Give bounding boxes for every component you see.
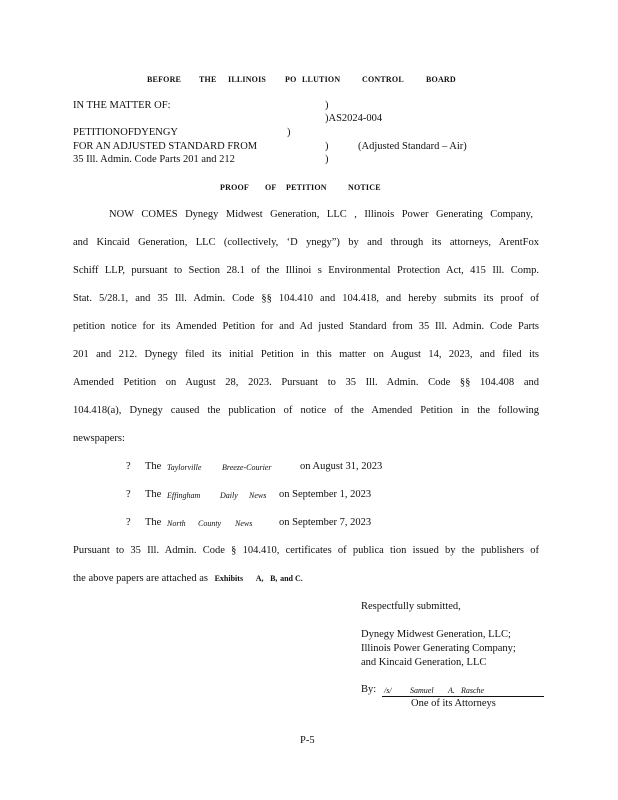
notice-the: The: [145, 461, 162, 472]
notice-date: on September 1, 2023: [279, 489, 372, 500]
newspaper-name: News: [249, 491, 267, 500]
body-line: Stat. 5/28.1, and 35 Ill. Admin. Code §§ 104.410 and 104.418, and hereby submits its proof of: [73, 293, 539, 304]
body-line: petition notice for its Amended Petition for and Ad justed Standard from 35 Ill. Admin. Code Parts: [73, 321, 539, 332]
body-line: 104.418(a), Dynegy caused the publication of notice of the Amended Petition in the following: [73, 405, 539, 416]
newspaper-name: Daily: [220, 491, 238, 500]
page-number: P-5: [300, 735, 315, 746]
signature-line: [382, 696, 544, 697]
header-word: BEFORE: [147, 75, 182, 84]
newspaper-name: News: [235, 519, 253, 528]
title-word: PROOF: [220, 183, 249, 192]
title-word: PETITION: [286, 183, 327, 192]
attorney-role: One of its Attorneys: [411, 698, 496, 709]
body-last-line: newspapers:: [73, 433, 125, 444]
header-word: PO: [285, 75, 297, 84]
exhibit-a: A,: [255, 574, 264, 583]
notice-the: The: [145, 517, 162, 528]
bullet-marker: ?: [126, 517, 131, 528]
newspaper-name: Breeze-Courier: [222, 463, 272, 472]
caption-paren: ): [325, 154, 329, 165]
firm-line: Dynegy Midwest Generation, LLC;: [361, 629, 511, 640]
header-word: CONTROL: [362, 75, 404, 84]
body-line: Schiff LLP, pursuant to Section 28.1 of the Illinoi s Environmental Protection Act, 415 Ill. Comp.: [73, 265, 539, 276]
header-word: ILLINOIS: [228, 75, 267, 84]
board-header: [0, 75, 618, 87]
caption-adjusted-air: (Adjusted Standard – Air): [358, 141, 467, 152]
notice-item: [0, 461, 618, 475]
notice-item: [0, 489, 618, 503]
exhibit-b: B,: [270, 574, 278, 583]
body-line: Amended Petition on August 28, 2023. Pursuant to 35 Ill. Admin. Code §§ 104.408 and: [73, 377, 539, 388]
caption-for-line: FOR AN ADJUSTED STANDARD FROM: [73, 141, 258, 152]
signature-slash-s: /s/: [384, 686, 392, 695]
signature-name: A.: [448, 686, 455, 695]
newspaper-name: Effingham: [167, 491, 201, 500]
caption-paren: ): [325, 141, 329, 152]
firm-line: Illinois Power Generating Company;: [361, 643, 516, 654]
firm-line: and Kincaid Generation, LLC: [361, 657, 487, 668]
closing-line: Pursuant to 35 Ill. Admin. Code § 104.410, certificates of publica tion issued by the publishers of: [73, 545, 539, 556]
notice-date: on August 31, 2023: [300, 461, 383, 472]
signature-name: Rasche: [461, 686, 485, 695]
bullet-marker: ?: [126, 489, 131, 500]
case-number: )AS2024-004: [325, 113, 383, 124]
newspaper-name: County: [198, 519, 222, 528]
caption-petition-of: PETITIONOFDYENGY: [73, 127, 178, 138]
body-line: and Kincaid Generation, LLC (collectively, ‘D ynegy”) by and through its attorneys, ArentFox: [73, 237, 539, 248]
title-word: NOTICE: [348, 183, 381, 192]
body-line: NOW COMES Dynegy Midwest Generation, LLC , Illinois Power Generating Company,: [109, 209, 533, 220]
by-label: By:: [361, 684, 377, 695]
respectfully-submitted: Respectfully submitted,: [361, 601, 461, 612]
closing-prefix: the above papers are attached as: [73, 573, 208, 584]
header-word: THE: [199, 75, 217, 84]
caption-code-line: 35 Ill. Admin. Code Parts 201 and 212: [73, 154, 235, 165]
exhibits-label: Exhibits: [214, 574, 244, 583]
newspaper-name: Taylorville: [167, 463, 202, 472]
document-title: [0, 183, 618, 195]
notice-item: [0, 517, 618, 531]
bullet-marker: ?: [126, 461, 131, 472]
title-word: OF: [265, 183, 277, 192]
exhibit-c: and C.: [280, 574, 303, 583]
notice-date: on September 7, 2023: [279, 517, 372, 528]
header-word: LLUTION: [302, 75, 341, 84]
newspaper-name: North: [167, 519, 186, 528]
caption-matter: IN THE MATTER OF:: [73, 100, 171, 111]
closing-line-2: [73, 573, 303, 584]
signature-name: Samuel: [410, 686, 434, 695]
caption-paren: ): [287, 127, 291, 138]
header-word: BOARD: [426, 75, 456, 84]
caption-paren: ): [325, 100, 329, 111]
body-line: 201 and 212. Dynegy filed its initial Petition in this matter on August 14, 2023, and filed its: [73, 349, 539, 360]
notice-the: The: [145, 489, 162, 500]
